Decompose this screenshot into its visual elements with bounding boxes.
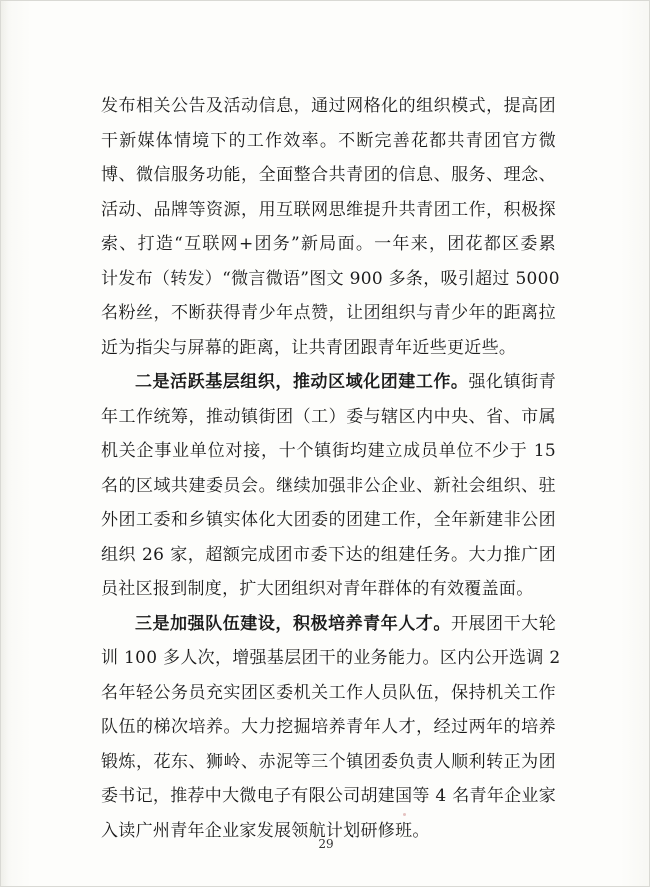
text-line: 组织 26 家，超额完成团市委下达的组建任务。大力推广团 <box>101 544 556 565</box>
paragraph-heading: 三是加强队伍建设，积极培养青年人才。 <box>135 613 451 634</box>
text-line: 外团工委和乡镇实体化大团委的团建工作，全年新建非公团 <box>101 510 556 530</box>
paragraph-1 <box>101 89 560 365</box>
text-line: 名的区域共建委员会。继续加强非公企业、新社会组织、驻 <box>101 475 556 496</box>
text-line: 机关企事业单位对接，十个镇街均建立成员单位不少于 15 <box>101 441 556 461</box>
text-line <box>101 607 556 642</box>
text-line: 博、微信服务功能，全面整合共青团的信息、服务、理念、 <box>101 165 556 185</box>
body-text <box>101 89 561 848</box>
text-line: 计发布（转发）“微言微语”图文 900 多条，吸引超过 5000 <box>101 268 560 289</box>
text-line: 员社区报到制度，扩大团组织对青年群体的有效覆盖面。 <box>101 579 534 599</box>
text-line: 发布相关公告及活动信息，通过网格化的组织模式，提高团 <box>101 96 556 116</box>
text-line: 干新媒体情境下的工作效率。不断完善花都共青团官方微 <box>101 130 556 151</box>
text-line: 入读广州青年企业家发展领航计划研修班。 <box>101 820 430 841</box>
text-line <box>101 365 556 400</box>
text-line: 锻炼，花东、狮岭、赤泥等三个镇团委负责人顺利转正为团 <box>101 751 556 772</box>
paragraph-heading: 二是活跃基层组织，推动区域化团建工作。 <box>135 372 469 392</box>
paragraph-2 <box>101 365 556 607</box>
text-line-rest: 强化镇街青 <box>468 372 557 392</box>
paragraph-3 <box>101 607 561 849</box>
text-line: 委书记，推荐中大微电子有限公司胡建国等 4 名青年企业家 <box>101 786 557 806</box>
text-line: 名年轻公务员充实团区委机关工作人员队伍，保持机关工作 <box>101 682 556 703</box>
text-line: 名粉丝，不断获得青少年点赞，让团组织与青少年的距离拉 <box>101 303 556 323</box>
text-line: 训 100 多人次，增强基层团干的业务能力。区内公开选调 2 <box>101 648 561 668</box>
text-line: 年工作统筹，推动镇街团（工）委与辖区内中央、省、市属 <box>101 406 556 427</box>
text-line: 索、打造“互联网+团务”新局面。一年来，团花都区委累 <box>101 234 556 254</box>
text-line-rest: 开展团干大轮 <box>450 613 556 634</box>
text-line: 近为指尖与屏幕的距离，让共青团跟青年近些更近些。 <box>101 337 517 358</box>
scan-artifact <box>403 813 406 816</box>
page-number: 29 <box>318 837 334 851</box>
text-line: 队伍的梯次培养。大力挖掘培养青年人才，经过两年的培养 <box>101 717 556 737</box>
text-line: 活动、品牌等资源，用互联网思维提升共青团工作，积极探 <box>101 199 556 220</box>
